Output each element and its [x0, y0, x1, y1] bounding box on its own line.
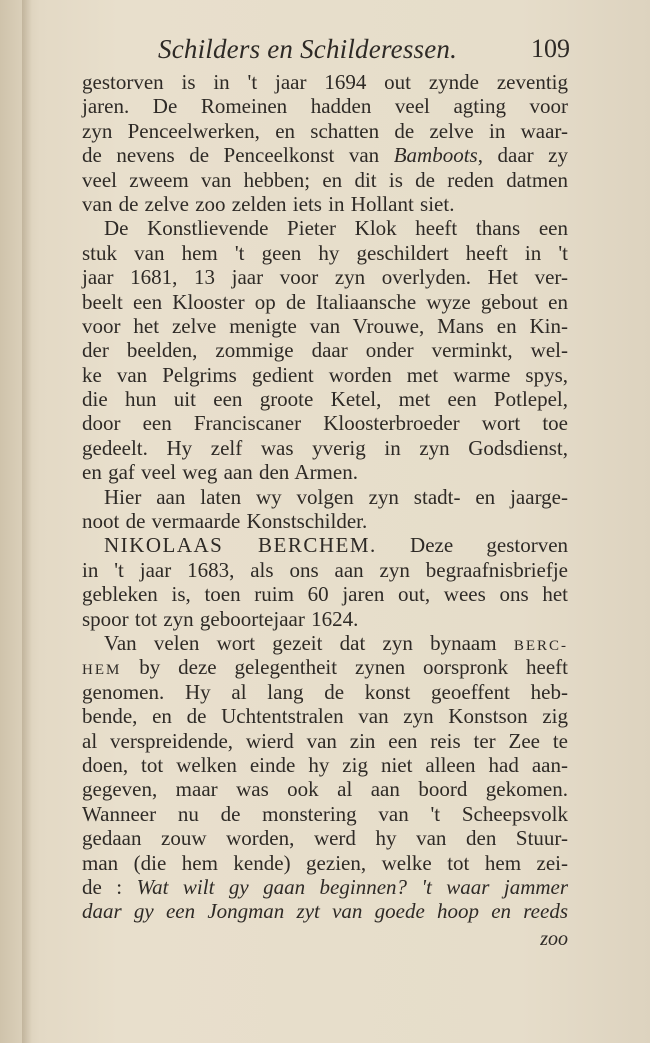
text-line: in 't jaar 1683, als ons aan zyn begraafnisbriefje: [82, 557, 568, 582]
italic-name: Bamboots: [393, 143, 478, 168]
text-line: genomen. Hy al lang de konst geoeffent heb-: [82, 679, 568, 704]
text-line: Hier aan laten wy volgen zyn stadt- en jaarge-: [104, 484, 568, 509]
text-line: beelt een Klooster op de Italiaansche wyze gebout en: [82, 289, 568, 314]
smallcaps-name: HEM: [82, 662, 122, 679]
smallcaps-name: BERC-: [513, 637, 568, 654]
page-header: [80, 34, 570, 70]
text-line: ke van Pelgrims gedient worden met warme spys,: [82, 362, 568, 387]
body-text: [82, 70, 568, 924]
text-line: van de zelve zoo zelden iets in Hollant siet.: [82, 191, 455, 216]
text-line: de : Wat wilt gy gaan beginnen? 't waar jammer: [82, 874, 569, 899]
text-line: gegeven, maar was ook al aan boord gekomen.: [82, 777, 568, 802]
text-line: de nevens de Penceelkonst van Bamboots, daar zy: [82, 143, 568, 168]
running-head: Schilders en Schilderessen.: [158, 34, 458, 64]
text-line: noot de vermaarde Konstschilder.: [82, 509, 368, 534]
text-line: gedeelt. Hy zelf was yverig in zyn Godsdienst,: [82, 435, 568, 460]
text-line: [82, 899, 568, 923]
text-line: Wanneer nu de monstering van 't Scheepsvolk: [82, 801, 568, 826]
italic-quote: Wat wilt gy gaan beginnen? 't waar jammer: [136, 874, 569, 899]
text-line: doen, tot welken einde hy zig niet alleen had aan-: [82, 752, 568, 777]
text-line: spoor tot zyn geboortejaar 1624.: [82, 606, 359, 631]
text-line: HEM by deze gelegentheit zynen oorspronk heeft: [82, 655, 569, 680]
text-line: jaren. De Romeinen hadden veel agting voor: [82, 94, 568, 119]
page-number: 109: [531, 34, 570, 63]
text-line: zyn Penceelwerken, en schatten de zelve in waar-: [82, 118, 568, 143]
text-line: veel zweem van hebben; en dit is de reden datmen: [82, 167, 568, 192]
text-line: en gaf veel weg aan den Armen.: [82, 460, 358, 485]
catchword: zoo: [540, 928, 568, 950]
text-line: gedaan zouw worden, werd hy van den Stuur-: [82, 826, 568, 851]
text-line: gebleken is, toen ruim 60 jaren out, wees ons het: [82, 582, 568, 607]
text-line: bende, en de Uchtentstralen van zyn Konstson zig: [82, 704, 568, 729]
text-line: die hun uit een groote Ketel, met een Potlepel,: [82, 387, 568, 412]
text-line: man (die hem kende) gezien, welke tot hem zei-: [82, 850, 568, 875]
text-line: al verspreidende, wierd van zin een reis ter Zee te: [82, 728, 568, 753]
text-line: voor het zelve menigte van Vrouwe, Mans en Kin-: [82, 313, 568, 338]
italic-quote: daar gy een Jongman zyt van goede hoop en reeds: [82, 899, 568, 924]
page-gutter-shadow: [22, 0, 32, 1043]
text-line: jaar 1681, 13 jaar voor zyn overlyden. Het ver-: [82, 265, 568, 290]
text-line: gestorven is in 't jaar 1694 out zynde zeventig: [82, 70, 568, 94]
text-line: door een Franciscaner Kloosterbroeder wort toe: [82, 411, 568, 436]
text-line: NIKOLAAS BERCHEM. Deze gestorven: [104, 533, 569, 558]
text-line: De Konstlievende Pieter Klok heeft thans een: [104, 216, 568, 241]
text-line: der beelden, zommige daar onder verminkt, wel-: [82, 338, 568, 363]
section-name: NIKOLAAS BERCHEM.: [104, 533, 377, 558]
text-line: Van velen wort gezeit dat zyn bynaam BERC-: [104, 630, 568, 655]
text-line: stuk van hem 't geen hy geschildert heeft in 't: [82, 240, 568, 265]
